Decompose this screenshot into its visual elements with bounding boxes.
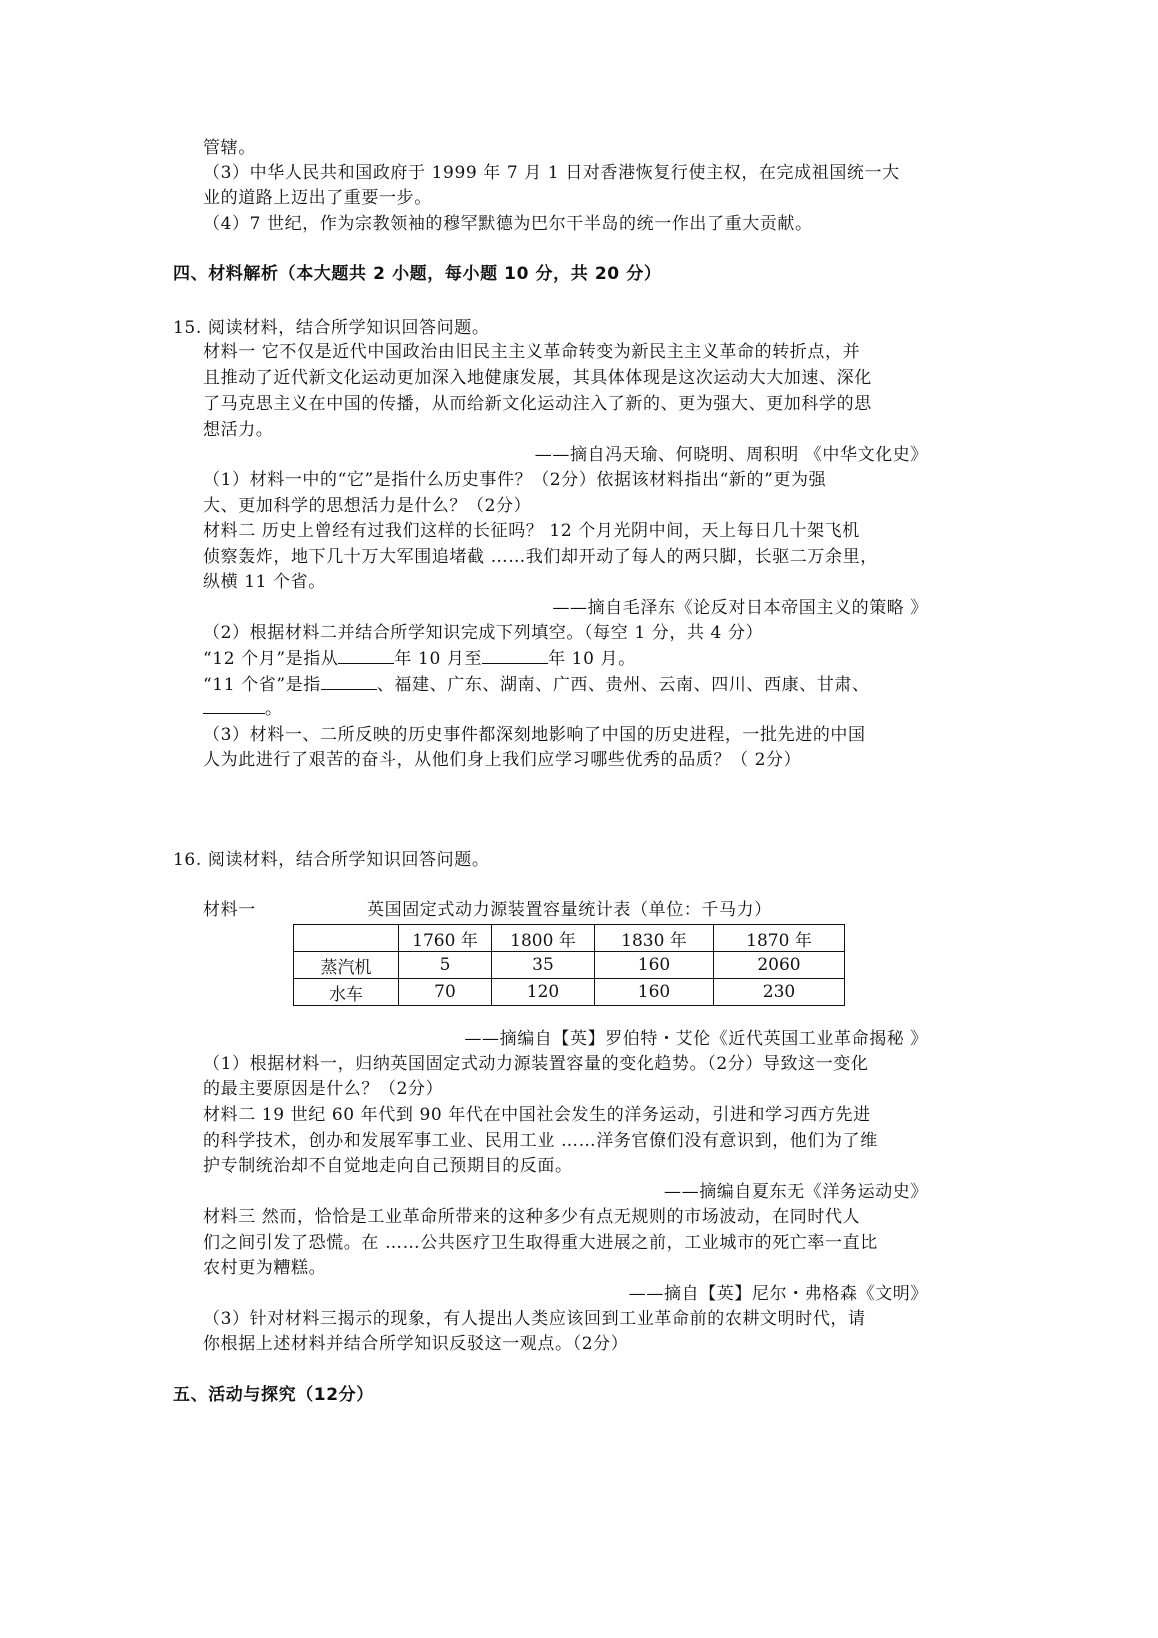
table-cell: 70 (399, 979, 492, 1006)
table-title: 英国固定式动力源装置容量统计表（单位：千马力） (367, 900, 772, 920)
table-row (294, 979, 845, 1006)
material-text: 农村更为糟糕。 (203, 1258, 327, 1278)
material-text: 护专制统治却不自觉地走向自己预期目的反面。 (203, 1156, 573, 1176)
table-cell: 120 (492, 979, 595, 1006)
question-part: 人为此进行了艰苦的奋斗，从他们身上我们应学习哪些优秀的品质？（ 2分） (203, 750, 802, 770)
material-text: 材料二 19 世纪 60 年代到 90 年代在中国社会发生的洋务运动，引进和学习西方先进 (203, 1105, 871, 1125)
answer-blank[interactable] (203, 697, 265, 714)
material-text: 了马克思主义在中国的传播，从而给新文化运动注入了新的、更为强大、更加科学的思 (203, 394, 872, 414)
answer-blank[interactable] (338, 647, 394, 664)
question-part: （3）材料一、二所反映的历史事件都深刻地影响了中国的历史进程，一批先进的中国 (203, 725, 866, 745)
table-cell: 35 (492, 952, 595, 979)
table-row-label: 蒸汽机 (294, 952, 399, 979)
source-citation: ——摘编自夏东无《洋务运动史》 (664, 1182, 928, 1202)
material-text: 材料三 然而，恰恰是工业革命所带来的这种多少有点无规则的市场波动，在同时代人 (203, 1207, 861, 1227)
fill-text: “12 个月”是指从 (203, 649, 339, 669)
table-header-cell: 1800 年 (492, 925, 595, 952)
text-line: 业的道路上迈出了重要一步。 (203, 188, 432, 208)
table-header-cell: 1830 年 (595, 925, 714, 952)
source-citation: ——摘编自【英】罗伯特・艾伦《近代英国工业革命揭秘 》 (464, 1029, 928, 1049)
text-line: （4）7 世纪，作为宗教领袖的穆罕默德为巴尔干半岛的统一作出了重大贡献。 (203, 214, 813, 234)
material-text: 材料二 历史上曾经有过我们这样的长征吗？ 12 个月光阴中间，天上每日几十架飞机 (203, 521, 860, 541)
question-part: 的最主要原因是什么？（2分） (203, 1079, 444, 1099)
table-cell: 160 (595, 952, 714, 979)
table-header-row (294, 925, 845, 952)
table-cell: 230 (714, 979, 845, 1006)
fill-in-line-3 (203, 697, 283, 721)
material-text: 想活力。 (203, 420, 274, 440)
fill-text: 年 10 月。 (548, 649, 636, 669)
table-header-cell: 1760 年 (399, 925, 492, 952)
question-part: （1）材料一中的“它”是指什么历史事件？（2分）依据该材料指出“新的”更为强 (203, 470, 827, 490)
fill-text: 年 10 月至 (394, 649, 483, 669)
fill-in-line-2 (203, 673, 870, 697)
fill-text: “11 个省”是指 (203, 675, 321, 695)
question-part: 大、更加科学的思想活力是什么？（2分） (203, 496, 532, 516)
source-citation: ——摘自【英】尼尔・弗格森《文明》 (628, 1284, 928, 1304)
question-16-stem: 16. 阅读材料，结合所学知识回答问题。 (173, 850, 490, 870)
material-text: 侦察轰炸，地下几十万大军围追堵截 ……我们却开动了每人的两只脚，长驱二万余里， (203, 547, 878, 567)
source-citation: ——摘自毛泽东《论反对日本帝国主义的策略 》 (552, 598, 928, 618)
table-row (294, 952, 845, 979)
source-citation: ——摘自冯天瑜、何晓明、周积明 《中华文化史》 (534, 445, 928, 465)
question-part: （3）针对材料三揭示的现象，有人提出人类应该回到工业革命前的农耕文明时代，请 (203, 1309, 866, 1329)
table-corner-cell (294, 925, 399, 952)
answer-blank[interactable] (482, 647, 548, 664)
text-line: 管辖。 (203, 138, 256, 158)
question-15-stem: 15. 阅读材料，结合所学知识回答问题。 (173, 318, 490, 338)
material-text: 们之间引发了恐慌。在 ……公共医疗卫生取得重大进展之前，工业城市的死亡率一直比 (203, 1233, 878, 1253)
fill-in-line-1 (203, 647, 636, 671)
question-part: 你根据上述材料并结合所学知识反驳这一观点。（2分） (203, 1334, 629, 1354)
section-heading-5: 五、活动与探究（12分） (173, 1385, 374, 1405)
table-cell: 160 (595, 979, 714, 1006)
question-part: （1）根据材料一，归纳英国固定式动力源装置容量的变化趋势。（2分）导致这一变化 (203, 1054, 869, 1074)
section-heading-4: 四、材料解析（本大题共 2 小题，每小题 10 分，共 20 分） (173, 264, 662, 284)
text-line: （3）中华人民共和国政府于 1999 年 7 月 1 日对香港恢复行使主权，在完成祖国统一大 (203, 163, 900, 183)
fill-text: 、福建、广东、湖南、广西、贵州、云南、四川、西康、甘肃、 (376, 675, 870, 695)
material-text: 材料一 它不仅是近代中国政治由旧民主主义革命转变为新民主主义革命的转折点，并 (203, 342, 861, 362)
fill-text: 。 (265, 699, 283, 719)
table-row-label: 水车 (294, 979, 399, 1006)
material-label: 材料一 (203, 900, 256, 920)
question-part: （2）根据材料二并结合所学知识完成下列填空。（每空 1 分，共 4 分） (203, 623, 764, 643)
stats-table (293, 924, 845, 1006)
material-text: 且推动了近代新文化运动更加深入地健康发展，其具体体现是这次运动大大加速、深化 (203, 368, 872, 388)
material-text: 的科学技术，创办和发展军事工业、民用工业 ……洋务官僚们没有意识到，他们为了维 (203, 1131, 878, 1151)
material-text: 纵横 11 个省。 (203, 572, 326, 592)
table-cell: 5 (399, 952, 492, 979)
answer-blank[interactable] (321, 673, 377, 690)
table-header-cell: 1870 年 (714, 925, 845, 952)
table-cell: 2060 (714, 952, 845, 979)
